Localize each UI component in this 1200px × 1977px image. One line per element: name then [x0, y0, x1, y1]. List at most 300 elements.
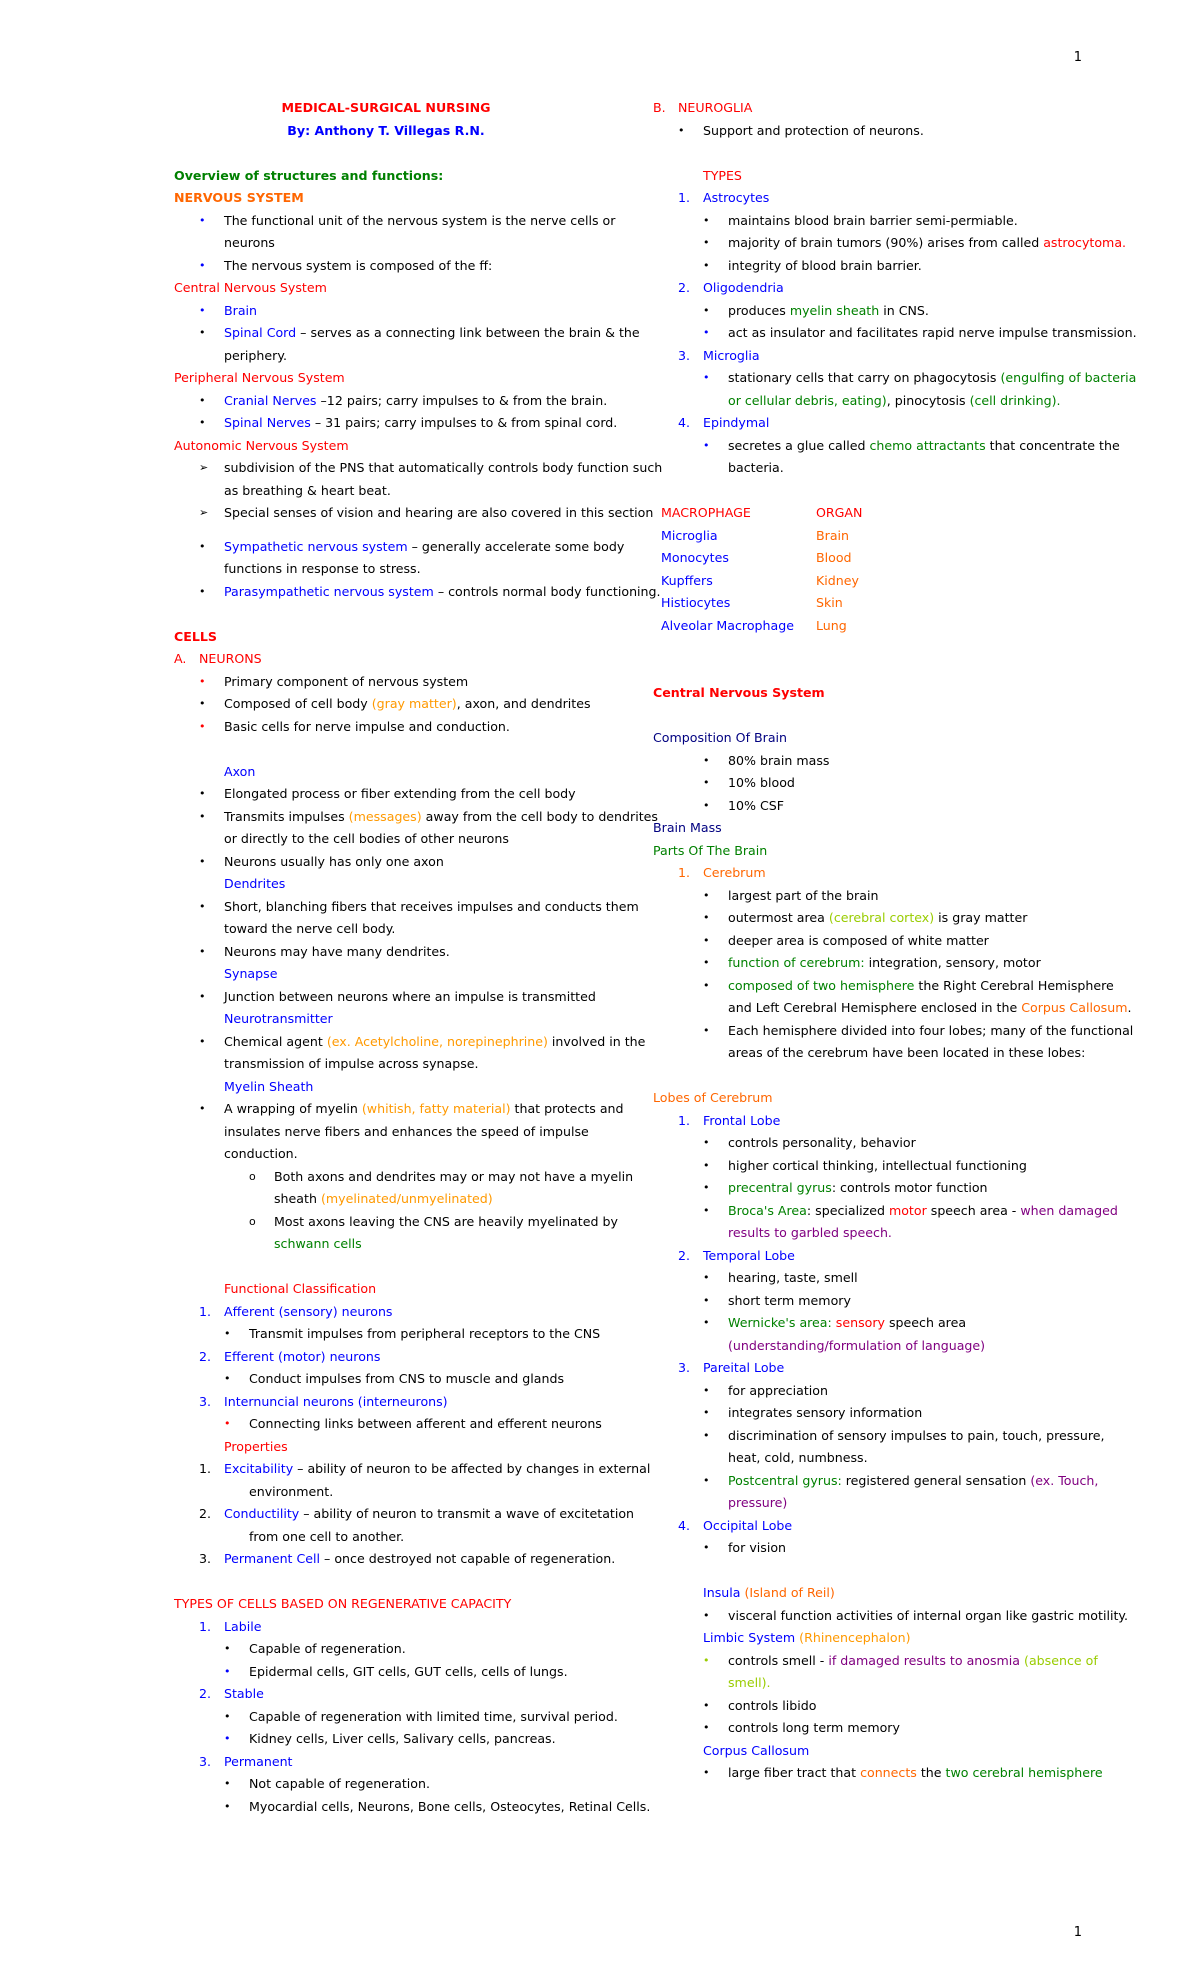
text-run: Chemical agent — [224, 1033, 327, 1049]
text-line — [653, 1312, 1093, 1335]
bullet-icon: • — [703, 1383, 710, 1397]
list-number: 4. — [678, 1517, 691, 1533]
text-line — [174, 1278, 614, 1301]
bullet-icon: • — [199, 674, 206, 688]
text-line — [653, 1492, 1093, 1515]
spacer — [653, 1065, 1093, 1088]
text-run: Composition Of Brain — [653, 730, 788, 745]
text-run: (Island of Reil) — [744, 1585, 835, 1600]
bullet-icon: • — [703, 1136, 710, 1149]
circle-bullet-icon: o — [249, 1214, 256, 1228]
text-run: (ex. Touch, — [1030, 1472, 1099, 1488]
text-run: is gray matter — [934, 910, 1028, 925]
bullet-icon: • — [199, 213, 206, 227]
text-run: for vision — [728, 1540, 787, 1555]
text-line — [174, 1233, 614, 1256]
text-run: registered general sensation — [841, 1472, 1031, 1488]
text-run: : specialized — [806, 1202, 889, 1218]
text-line — [174, 1773, 614, 1796]
text-line — [174, 1796, 651, 1819]
text-line — [653, 1380, 1093, 1403]
bullet-icon: • — [199, 539, 206, 553]
text-run: smell). — [728, 1675, 771, 1690]
bullet-icon: • — [703, 1698, 710, 1712]
table-row — [661, 592, 1093, 615]
text-run: sheath — [274, 1191, 321, 1206]
text-run: Axon — [224, 763, 256, 779]
text-line — [653, 120, 1093, 143]
text-line — [653, 412, 1093, 435]
text-line — [174, 761, 614, 784]
text-line — [174, 1166, 634, 1189]
bullet-icon: • — [199, 1102, 206, 1115]
spacer — [653, 660, 1093, 683]
text-line — [174, 558, 614, 581]
bullet-icon: • — [199, 719, 206, 733]
text-line — [653, 1267, 1093, 1290]
text-run: precentral gyrus — [728, 1180, 832, 1195]
text-run: Not capable of regeneration. — [249, 1776, 430, 1791]
text-line — [174, 345, 614, 368]
text-line — [653, 1155, 1093, 1178]
text-line — [174, 1053, 614, 1076]
text-line — [653, 1582, 1093, 1605]
text-run: speech area - — [926, 1202, 1021, 1218]
text-line — [174, 1413, 614, 1436]
text-run: controls libido — [728, 1697, 817, 1713]
text-run: Labile — [224, 1618, 262, 1634]
text-run: Transmit impulses from peripheral receptors to the CNS — [249, 1326, 601, 1341]
text-run: Synapse — [224, 966, 278, 981]
text-run: – controls normal body functioning. — [433, 583, 661, 599]
text-line — [174, 806, 658, 829]
text-run: (understanding/formulation of language) — [728, 1337, 986, 1353]
text-run: Brain Mass — [653, 820, 722, 835]
text-line — [653, 1177, 1093, 1200]
text-line — [174, 322, 640, 345]
text-run: areas of the cerebrum have been located in these lobes: — [728, 1045, 1086, 1060]
bullet-icon: • — [703, 1541, 710, 1554]
text-line — [653, 1447, 1093, 1470]
list-number: A. — [174, 651, 187, 666]
list-number: 2. — [199, 1348, 212, 1364]
bullet-icon: • — [199, 787, 206, 800]
text-line — [653, 1132, 1093, 1155]
text-run: motor — [888, 1202, 927, 1218]
heading — [236, 97, 536, 120]
text-run: Kidney cells, Liver cells, Salivary cells, pancreas. — [249, 1731, 556, 1746]
text-line — [174, 963, 614, 986]
text-run: Dendrites — [224, 876, 286, 891]
text-run: Conduct impulses from CNS to muscle and glands — [249, 1371, 565, 1386]
text-line — [653, 885, 1093, 908]
text-line — [174, 367, 614, 390]
text-run: Support and protection of neurons. — [703, 122, 924, 138]
table-cell: Alveolar Macrophage — [661, 617, 794, 633]
page-number-bottom: 1 — [1073, 1925, 1082, 1940]
list-number: 2. — [199, 1686, 212, 1701]
spacer — [174, 1571, 614, 1594]
right-column — [653, 97, 1137, 1785]
bullet-icon: • — [703, 1181, 710, 1194]
text-line — [653, 457, 1093, 480]
text-run: neurons — [224, 235, 275, 250]
table-row — [661, 525, 1093, 548]
list-number: 3. — [199, 1393, 212, 1409]
text-run: Overview of structures and functions: — [174, 167, 444, 183]
list-number: 1. — [678, 1112, 691, 1128]
list-number: 3. — [678, 1360, 691, 1375]
text-line — [653, 1222, 1093, 1245]
spacer — [174, 603, 614, 626]
text-run: Short, blanching fibers that receives impulses and conducts them — [224, 898, 639, 914]
text-run: (messages) — [348, 808, 422, 824]
text-line — [653, 1290, 1093, 1313]
bullet-icon: • — [703, 978, 710, 992]
bullet-icon: • — [703, 798, 710, 812]
text-run: – once destroyed not capable of regeneration. — [320, 1551, 616, 1566]
text-line — [174, 1481, 614, 1504]
bullet-icon: • — [199, 303, 206, 317]
text-run: Central Nervous System — [174, 280, 327, 295]
text-run: (cell drinking). — [969, 392, 1061, 408]
text-line — [174, 828, 614, 851]
text-run: functions in response to stress. — [224, 561, 421, 576]
circle-bullet-icon: o — [249, 1169, 256, 1183]
text-line — [653, 322, 1137, 345]
text-run: Astrocytes — [703, 190, 770, 205]
text-line — [653, 1537, 1093, 1560]
spacer — [653, 480, 1093, 503]
text-run: Brain — [224, 302, 258, 318]
text-line — [174, 300, 614, 323]
text-run: Epindymal — [703, 415, 770, 430]
text-run: Central Nervous System — [653, 685, 825, 700]
text-run: MEDICAL-SURGICAL NURSING — [281, 100, 491, 115]
text-run: NEURONS — [199, 651, 262, 666]
text-line — [174, 502, 654, 525]
text-line — [174, 536, 625, 559]
text-line — [174, 187, 614, 210]
table-cell: Kupffers — [661, 572, 713, 588]
text-run: short term memory — [728, 1292, 851, 1308]
left-column — [174, 97, 663, 1818]
table-row — [661, 615, 1093, 638]
text-run: in CNS. — [879, 302, 929, 318]
text-line — [653, 1740, 1093, 1763]
spacer — [174, 1256, 614, 1279]
text-run: (absence of — [1024, 1652, 1098, 1668]
text-line — [653, 795, 1093, 818]
text-line — [174, 986, 614, 1009]
text-run: integrates sensory information — [728, 1405, 923, 1420]
text-run: , axon, and dendrites — [456, 696, 591, 711]
text-run: The functional unit of the nervous system is the nerve cells or — [224, 212, 616, 228]
table-cell: Microglia — [661, 527, 718, 543]
text-run: Connecting links between afferent and efferent neurons — [249, 1416, 602, 1431]
text-line — [653, 187, 1093, 210]
text-run: Cranial Nerves — [224, 392, 317, 408]
text-run: Wernicke's area: — [728, 1315, 836, 1330]
list-number: 1. — [199, 1618, 212, 1634]
text-line — [174, 873, 614, 896]
bullet-icon: • — [703, 933, 710, 947]
spacer — [653, 637, 1093, 660]
text-run: when damaged — [1020, 1202, 1118, 1218]
text-run: largest part of the brain — [728, 887, 879, 903]
text-run: large fiber tract that — [728, 1765, 861, 1780]
text-line — [653, 1200, 1118, 1223]
text-run: Neurons may have many dendrites. — [224, 943, 450, 959]
text-run: insulates nerve fibers and enhances the speed of impulse — [224, 1123, 589, 1139]
text-run: the Right Cerebral Hemisphere — [914, 977, 1114, 993]
text-line — [653, 1357, 1093, 1380]
macrophage-table — [661, 502, 1093, 637]
arrow-bullet-icon: ➢ — [199, 461, 209, 474]
text-line — [653, 1402, 1093, 1425]
text-run: Conductility — [224, 1506, 300, 1521]
text-line — [174, 1188, 614, 1211]
text-run: subdivision of the PNS that automatically controls body function such — [224, 460, 663, 475]
list-number: 1. — [678, 865, 691, 880]
bullet-icon: • — [199, 944, 206, 958]
text-run: Excitability — [224, 1461, 294, 1476]
bullet-icon: • — [703, 303, 710, 317]
text-run: integration, sensory, motor — [864, 955, 1041, 970]
text-line — [174, 1346, 614, 1369]
table-header-cell: ORGAN — [816, 505, 863, 520]
text-run: (Rhinencephalon) — [799, 1630, 911, 1645]
text-run: By: Anthony T. Villegas R.N. — [287, 122, 485, 138]
text-run: Properties — [224, 1438, 288, 1454]
bullet-icon: • — [703, 1653, 710, 1667]
text-line — [653, 435, 1120, 458]
spacer — [174, 738, 614, 761]
text-line — [653, 930, 1093, 953]
text-run: schwann cells — [274, 1236, 362, 1251]
text-line — [653, 1110, 1093, 1133]
text-line — [174, 1683, 614, 1706]
text-line — [653, 232, 1127, 255]
text-run: –12 pairs; carry impulses to & from the brain. — [316, 392, 608, 408]
text-line — [653, 1335, 1093, 1358]
text-line — [174, 277, 614, 300]
text-line — [653, 1425, 1105, 1448]
text-run: Basic cells for nerve impulse and conduction. — [224, 718, 510, 734]
text-line — [174, 1098, 624, 1121]
text-run: Spinal Nerves — [224, 415, 311, 430]
text-run: sensory — [835, 1315, 885, 1330]
text-line — [653, 1762, 1103, 1785]
spacer — [653, 1560, 1093, 1583]
text-run: chemo attractants — [869, 437, 986, 453]
text-line — [174, 1593, 614, 1616]
text-run: from one cell to another. — [249, 1528, 405, 1544]
text-run: heat, cold, numbness. — [728, 1450, 868, 1465]
text-line — [174, 1076, 614, 1099]
bullet-icon: • — [703, 1721, 710, 1734]
bullet-icon: • — [224, 1732, 231, 1745]
text-run: Functional Classification — [224, 1281, 377, 1296]
spacer — [174, 525, 614, 536]
list-number: 3. — [199, 1753, 212, 1769]
text-run: 80% brain mass — [728, 752, 830, 768]
text-line — [653, 1087, 1093, 1110]
text-run: Corpus Callosum — [703, 1742, 810, 1758]
text-run: Autonomic Nervous System — [174, 437, 349, 453]
text-line — [653, 1672, 1093, 1695]
text-run: 10% blood — [728, 775, 795, 790]
text-line — [174, 896, 639, 919]
text-run: (ex. Acetylcholine, norepinephrine) — [326, 1033, 548, 1049]
text-line — [174, 1616, 614, 1639]
text-line — [174, 390, 614, 413]
text-line — [174, 1436, 614, 1459]
text-run: The nervous system is composed of the ff: — [224, 257, 493, 273]
text-run: Capable of regeneration with limited time, survival period. — [249, 1708, 618, 1724]
text-run: Occipital Lobe — [703, 1517, 793, 1533]
text-line — [174, 1526, 614, 1549]
bullet-icon: • — [703, 776, 710, 789]
text-run: Postcentral gyrus: — [728, 1472, 842, 1488]
bullet-icon: • — [224, 1664, 231, 1678]
table-cell: Monocytes — [661, 550, 729, 565]
text-run: astrocytoma. — [1043, 235, 1127, 250]
text-line — [653, 97, 1093, 120]
text-run: produces — [728, 302, 790, 318]
text-run: A wrapping of myelin — [224, 1101, 362, 1116]
text-line — [174, 1751, 614, 1774]
text-run: integrity of blood brain barrier. — [728, 257, 922, 273]
text-run: TYPES OF CELLS BASED ON REGENERATIVE CAPACITY — [174, 1596, 512, 1611]
bullet-icon: • — [703, 956, 710, 969]
text-run: Elongated process or fiber extending from the cell body — [224, 786, 576, 801]
text-line — [174, 1706, 618, 1729]
text-run: Temporal Lobe — [703, 1247, 795, 1263]
text-run: – 31 pairs; carry impulses to & from spinal cord. — [310, 415, 618, 430]
text-run: Pareital Lobe — [703, 1360, 785, 1375]
text-line — [653, 952, 1093, 975]
text-line — [653, 210, 1093, 233]
text-run: maintains blood brain barrier semi-permiable. — [728, 212, 1018, 228]
text-run: the — [916, 1765, 946, 1780]
text-line — [174, 671, 614, 694]
text-line — [174, 1031, 646, 1054]
text-run: transmission of impulse across synapse. — [224, 1056, 479, 1071]
text-run: away from the cell body to dendrites — [421, 808, 658, 824]
bullet-icon: • — [199, 1034, 206, 1048]
text-run: CELLS — [174, 628, 217, 644]
text-run: or cellular debris, eating) — [728, 392, 887, 408]
text-line — [653, 277, 1093, 300]
text-line — [653, 1650, 1098, 1673]
text-line — [653, 975, 1114, 998]
bullet-icon: • — [199, 854, 206, 868]
list-number: 1. — [678, 190, 691, 205]
text-line — [653, 862, 1093, 885]
text-run: results to garbled speech. — [728, 1225, 892, 1240]
text-run: Peripheral Nervous System — [174, 370, 345, 385]
text-run: Composed of cell body — [224, 696, 372, 711]
text-run: composed of two hemisphere — [728, 977, 915, 993]
text-run: Efferent (motor) neurons — [224, 1348, 381, 1364]
text-line — [653, 345, 1093, 368]
list-number: 3. — [678, 347, 691, 363]
text-run: myelin sheath — [789, 302, 880, 318]
bullet-icon: • — [224, 1372, 231, 1385]
text-line — [653, 1042, 1093, 1065]
text-run: : controls motor function — [831, 1180, 988, 1195]
bullet-icon: • — [703, 1203, 710, 1217]
text-line — [174, 165, 614, 188]
text-line — [653, 367, 1137, 390]
text-run: (cerebral cortex) — [828, 910, 935, 925]
bullet-icon: • — [199, 584, 206, 598]
text-line — [653, 1695, 1093, 1718]
text-line — [174, 1458, 651, 1481]
table-cell: Blood — [816, 550, 852, 565]
text-run: toward the nerve cell body. — [224, 921, 396, 936]
text-run: function of cerebrum: — [728, 955, 865, 970]
text-run: Oligodendria — [703, 280, 784, 295]
bullet-icon: • — [703, 1473, 710, 1487]
text-line — [653, 1245, 1093, 1268]
text-line — [653, 1605, 1129, 1628]
text-run: Insula — [703, 1585, 745, 1600]
text-run: connects — [860, 1765, 917, 1780]
bullet-icon: • — [199, 809, 206, 823]
text-run: – ability of neuron to transmit a wave of excitetation — [299, 1506, 635, 1521]
text-line — [174, 435, 614, 458]
text-line — [174, 1301, 614, 1324]
text-run: (myelinated/unmyelinated) — [320, 1191, 493, 1206]
list-number: B. — [653, 100, 666, 115]
text-line — [653, 165, 1093, 188]
table-header-cell: MACROPHAGE — [661, 505, 751, 520]
text-run: , pinocytosis — [886, 392, 970, 408]
bullet-icon: • — [703, 1766, 710, 1779]
text-run: two cerebral hemisphere — [945, 1765, 1103, 1780]
text-run: conduction. — [224, 1146, 298, 1161]
text-run: speech area — [884, 1315, 967, 1330]
text-run: Frontal Lobe — [703, 1112, 781, 1128]
text-line — [174, 693, 614, 716]
text-line — [174, 1008, 614, 1031]
text-line — [653, 255, 1093, 278]
bullet-icon: • — [703, 888, 710, 902]
text-run: act as insulator and facilitates rapid nerve impulse transmission. — [728, 325, 1137, 340]
text-run: deeper area is composed of white matter — [728, 932, 989, 948]
bullet-icon: • — [703, 213, 710, 227]
bullet-icon: • — [224, 1709, 231, 1723]
text-line — [174, 1323, 614, 1346]
bullet-icon: • — [703, 1271, 710, 1284]
spacer — [653, 142, 1093, 165]
bullet-icon: • — [224, 1417, 231, 1430]
text-line — [174, 581, 661, 604]
text-run: . — [1127, 1000, 1132, 1015]
bullet-icon: • — [224, 1777, 231, 1790]
text-line — [653, 1717, 1093, 1740]
text-line — [653, 997, 1132, 1020]
arrow-bullet-icon: ➢ — [199, 506, 209, 519]
bullet-icon: • — [703, 1293, 710, 1307]
text-line — [653, 1627, 1093, 1650]
text-run: secretes a glue called — [728, 437, 870, 453]
text-run: Sympathetic nervous system — [224, 538, 408, 554]
text-line — [174, 1638, 614, 1661]
text-run: that concentrate the — [985, 437, 1120, 453]
